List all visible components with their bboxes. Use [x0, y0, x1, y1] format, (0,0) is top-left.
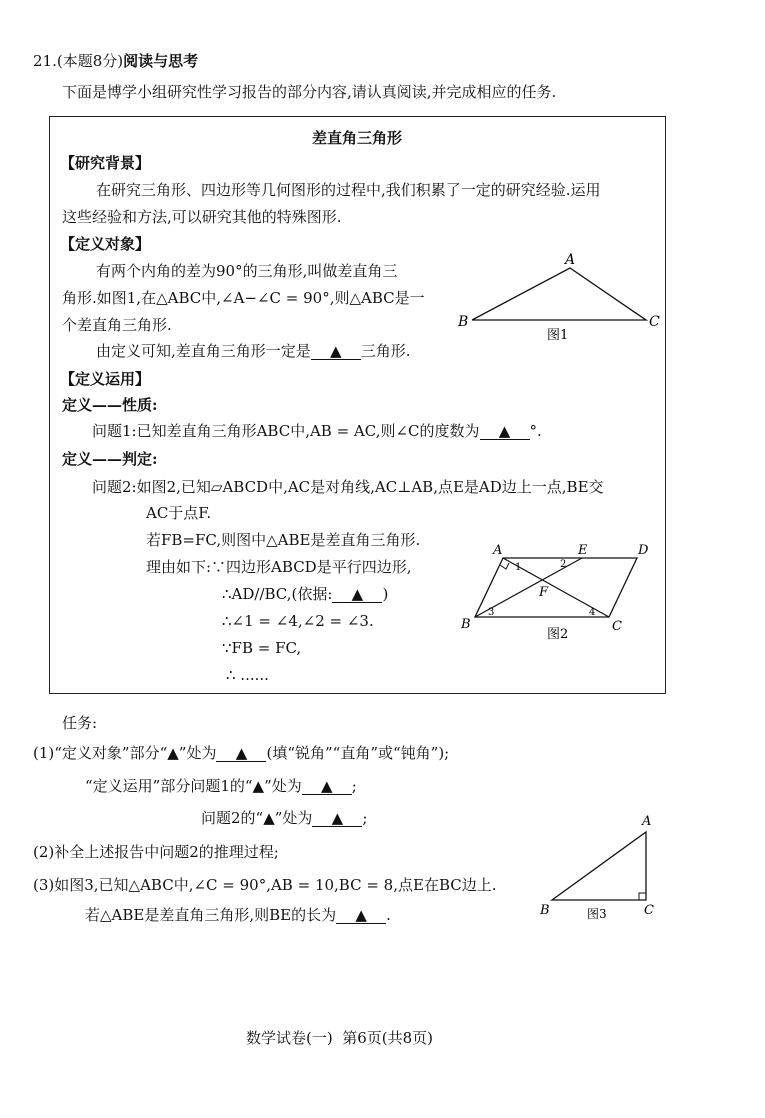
judgment-heading: 定义——判定: — [62, 450, 158, 468]
fig2-label-e: E — [578, 543, 588, 558]
fig2-label-d: D — [638, 543, 649, 558]
fig2-angle-4: 4 — [589, 607, 596, 618]
answer-blank-3: ▲ — [332, 587, 382, 603]
question-2-line-3: 若FB=FC,则图中△ABE是差直角三角形. — [146, 531, 421, 549]
question-2-line-5-text: ∴AD//BC,(依据: — [222, 585, 333, 603]
task-3b-end: . — [386, 906, 391, 924]
answer-blank-4: ▲ — [216, 746, 266, 762]
problem-number: 21. — [33, 52, 57, 70]
right-angle-c — [639, 893, 646, 900]
fig3-label-b: B — [540, 903, 550, 918]
task-2: (2)补全上述报告中问题2的推理过程; — [33, 843, 279, 861]
answer-blank-2: ▲ — [480, 424, 530, 440]
application-heading: 【定义运用】 — [60, 370, 151, 388]
figure-2 — [455, 540, 665, 645]
problem-title: 阅读与思考 — [123, 52, 199, 70]
page-footer: 数学试卷(一) 第6页(共8页) — [246, 1029, 434, 1047]
definition-line-4-end: 三角形. — [360, 342, 411, 360]
fig1-caption: 图1 — [547, 328, 569, 343]
fig1-label-a: A — [565, 252, 576, 268]
task-1b — [85, 779, 357, 795]
answer-blank-5: ▲ — [302, 779, 352, 795]
task-1 — [33, 746, 449, 762]
background-line-1: 在研究三角形、四边形等几何图形的过程中,我们积累了一定的研究经验.运用 — [96, 181, 601, 199]
task-1c — [201, 811, 367, 827]
question-2-line-8: ∴ ...... — [226, 666, 269, 684]
triangle-abc-fig1 — [472, 268, 646, 320]
fig2-angle-3: 3 — [488, 607, 495, 618]
task-1-end: (填“锐角”“直角”或“钝角”); — [266, 744, 450, 762]
fig3-label-a: A — [642, 814, 652, 829]
background-heading: 【研究背景】 — [60, 154, 151, 172]
question-1 — [92, 424, 542, 440]
question-2-line-4: 理由如下:∵四边形ABCD是平行四边形, — [146, 558, 412, 576]
task-3b-text: 若△ABE是差直角三角形,则BE的长为 — [85, 906, 337, 924]
fig3-caption: 图3 — [587, 907, 607, 921]
fig2-label-a: A — [493, 543, 503, 558]
question-2-line-6: ∴∠1 = ∠4,∠2 = ∠3. — [222, 612, 374, 630]
figure-3 — [530, 810, 665, 930]
task-3: (3)如图3,已知△ABC中,∠C = 90°,AB = 10,BC = 8,点E在BC边上. — [33, 876, 497, 894]
definition-line-3: 个差直角三角形. — [62, 316, 172, 334]
fig2-angle-1: 1 — [515, 562, 522, 573]
definition-line-2: 角形.如图1,在△ABC中,∠A−∠C = 90°,则△ABC是一 — [62, 289, 425, 307]
question-2-line-5-end: ) — [382, 585, 389, 603]
question-2-line-7: ∵FB = FC, — [222, 639, 302, 657]
figure-1 — [450, 250, 665, 345]
fig2-label-c: C — [612, 619, 622, 634]
task-3b — [85, 908, 391, 924]
triangle-abc-fig3 — [552, 832, 646, 900]
question-1-end: °. — [529, 422, 542, 440]
tasks-heading: 任务: — [62, 714, 98, 732]
question-2-line-5 — [222, 587, 388, 603]
fig3-label-c: C — [644, 903, 654, 918]
question-1-text: 问题1:已知差直角三角形ABC中,AB = AC,则∠C的度数为 — [92, 422, 480, 440]
fig2-angle-2: 2 — [560, 559, 567, 570]
answer-blank-1: ▲ — [311, 344, 361, 360]
answer-blank-7: ▲ — [336, 908, 386, 924]
fig1-label-c: C — [649, 314, 660, 330]
task-1-text: (1)“定义对象”部分“▲”处为 — [33, 744, 217, 762]
fig1-label-b: B — [458, 314, 469, 330]
problem-intro: 下面是博学小组研究性学习报告的部分内容,请认真阅读,并完成相应的任务. — [62, 83, 557, 101]
task-1b-end: ; — [351, 777, 357, 795]
definition-line-1: 有两个内角的差为90°的三角形,叫做差直角三 — [96, 262, 398, 280]
question-2-line-1: 问题2:如图2,已知▱ABCD中,AC是对角线,AC⊥AB,点E是AD边上一点,BE交 — [92, 478, 604, 496]
task-1c-end: ; — [362, 809, 368, 827]
background-line-2: 这些经验和方法,可以研究其他的特殊图形. — [62, 208, 342, 226]
fig2-label-f: F — [539, 585, 549, 600]
definition-line-4 — [96, 344, 411, 360]
right-angle-mark — [500, 563, 509, 569]
problem-header — [33, 54, 198, 69]
report-title: 差直角三角形 — [312, 129, 403, 147]
problem-points: (本题8分) — [56, 52, 124, 70]
answer-blank-6: ▲ — [312, 811, 362, 827]
fig2-caption: 图2 — [547, 627, 569, 642]
fig2-label-b: B — [461, 617, 471, 632]
task-1b-text: “定义运用”部分问题1的“▲”处为 — [85, 777, 302, 795]
definition-line-4-text: 由定义可知,差直角三角形一定是 — [96, 342, 311, 360]
property-heading: 定义——性质: — [62, 396, 158, 414]
task-1c-text: 问题2的“▲”处为 — [201, 809, 313, 827]
question-2-line-2: AC于点F. — [146, 504, 212, 522]
definition-heading: 【定义对象】 — [60, 235, 151, 253]
